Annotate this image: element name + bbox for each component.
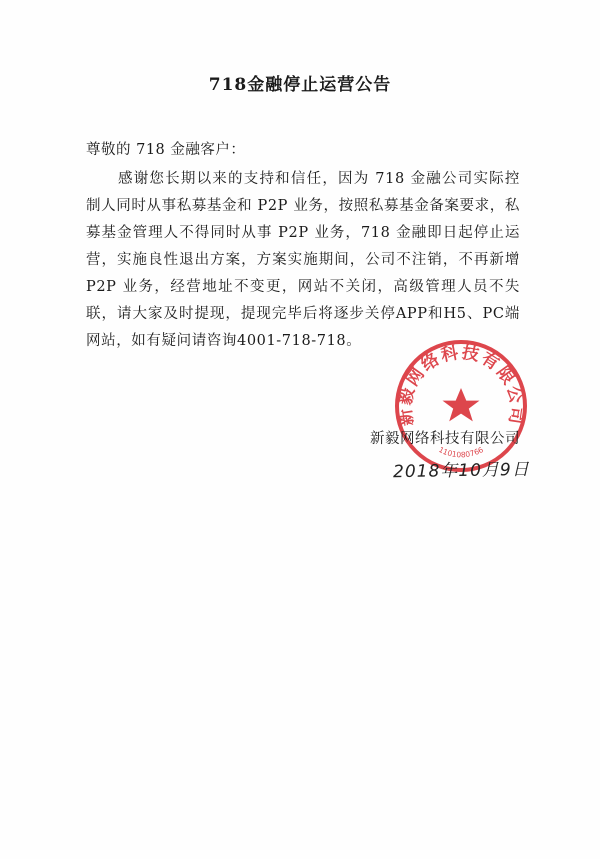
signature-date: 2018年10月9日	[392, 459, 530, 483]
page-title: 718金融停止运营公告	[208, 75, 392, 95]
company-name: 新毅网络科技有限公司	[370, 431, 520, 447]
star-icon	[443, 388, 480, 421]
salutation: 尊敬的 718 金融客户：	[86, 142, 246, 158]
seal-number: 1101080766	[437, 445, 485, 460]
seal-text: 新毅网络科技有限公司	[395, 342, 527, 428]
announcement-body: 感谢您长期以来的支持和信任，因为 718 金融公司实际控制人同时从事私募基金和 P2P 业务，按照私募基金备案要求，私募基金管理人不得同时从事 P2P 业务，718 金融即日起停止运营，实施良性退出方案，方案实施期间，公司不注销，不再新增 P2P 业务，经营地址不变更，网站不关闭，高级管理人员不失联，请大家及时提现，提现完毕后将逐步关停APP和H5、PC端网站，如有疑问请咨询4001-718-718。	[86, 171, 520, 349]
